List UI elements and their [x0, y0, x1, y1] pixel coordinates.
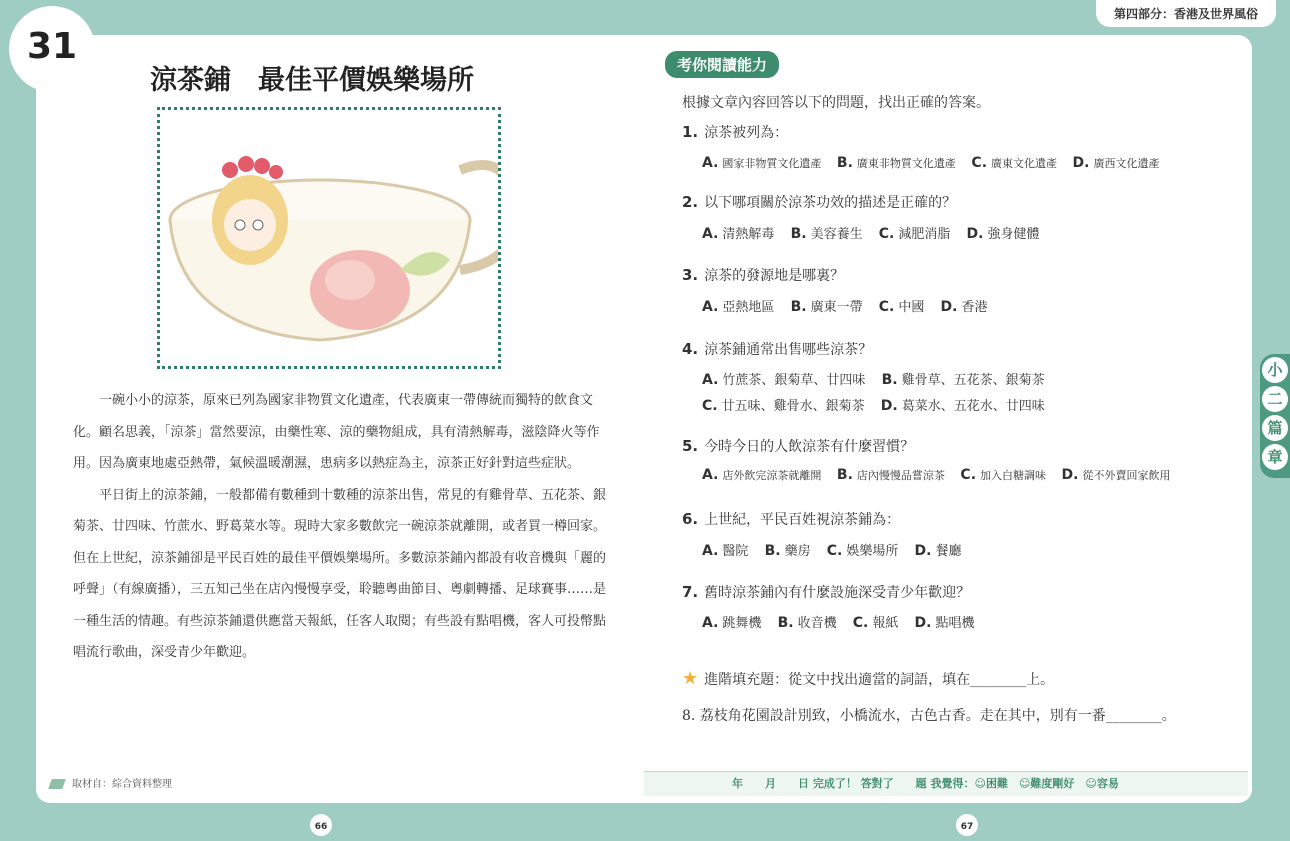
footer-text: 年 月 日 完成了！ 答對了 題 我覺得：☺困難 ☺難度剛好 ☺容易	[732, 777, 1119, 790]
option-a[interactable]: A. 竹蔗茶、銀菊草、廿四味	[702, 372, 866, 388]
option-a[interactable]: A. 店外飲完涼茶就離開	[702, 467, 822, 483]
question-7: 7. 舊時涼茶鋪內有什麼設施深受青少年歡迎？	[682, 583, 971, 601]
option-b[interactable]: B. 店內慢慢品嘗涼茶	[836, 467, 945, 483]
question-5: 5. 今時今日的人飲涼茶有什麼習慣？	[682, 437, 915, 455]
teacup-girl-image	[160, 110, 498, 366]
question-7-options	[702, 612, 986, 631]
option-a[interactable]: A. 亞熱地區	[702, 299, 775, 315]
option-b[interactable]: B. 廣東一帶	[790, 299, 863, 315]
article-body	[73, 385, 613, 669]
option-a[interactable]: A. 醫院	[702, 543, 749, 559]
article-paragraph-2: 平日街上的涼茶鋪，一般都備有數種到十數種的涼茶出售，常見的有雞骨草、五花茶、銀菊茶、廿四味、竹蔗水、野葛菜水等。現時大家多數飲完一碗涼茶就離開，或者買一樽回家。但在上世紀，涼茶鋪卻是平民百姓的最佳平價娛樂場所。多數涼茶鋪內都設有收音機與「麗的呼聲」（有線廣播），三五知己坐在店內慢慢享受，聆聽粵曲節目、粵劇轉播、足球賽事……是一種生活的情趣。有些涼茶鋪還供應當天報紙，任客人取閱；有些設有點唱機，客人可投幣點唱流行歌曲，深受青少年歡迎。	[73, 487, 607, 660]
question-6: 6. 上世紀，平民百姓視涼茶鋪為：	[682, 510, 901, 528]
option-c[interactable]: C. 廣東文化遺產	[971, 155, 1058, 171]
page-number-right: 67	[956, 814, 978, 836]
option-b[interactable]: B. 廣東非物質文化遺產	[836, 155, 956, 171]
question-1-options	[702, 155, 1171, 171]
star-icon: ★	[682, 668, 699, 689]
option-c[interactable]: C. 減肥消脂	[878, 226, 951, 242]
question-4-options-row2	[702, 395, 1057, 414]
option-c[interactable]: C. 加入白糖調味	[960, 467, 1047, 483]
source-text: 取材自：綜合資料整理	[72, 779, 172, 790]
option-c[interactable]: C. 娛樂場所	[826, 543, 899, 559]
advanced-prompt: ★ 進階填充題：從文中找出適當的詞語，填在________上。	[682, 668, 1055, 689]
question-3: 3. 涼茶的發源地是哪裏？	[682, 266, 845, 284]
option-a[interactable]: A. 清熱解毒	[702, 226, 775, 242]
option-c[interactable]: C. 中國	[878, 299, 925, 315]
side-tab-char-3: 篇	[1262, 415, 1288, 441]
quiz-instruction: 根據文章內容回答以下的問題，找出正確的答案。	[682, 95, 990, 111]
question-3-options	[702, 296, 999, 315]
page-number-left: 66	[310, 814, 332, 836]
section-tag: 第四部分：香港及世界風俗	[1096, 0, 1276, 27]
progress-footer	[644, 771, 1248, 796]
question-1: 1. 涼茶被列為：	[682, 123, 789, 141]
option-c[interactable]: C. 廿五味、雞骨水、銀菊茶	[702, 398, 865, 414]
side-tab-char-2: 二	[1262, 386, 1288, 412]
option-b[interactable]: B. 美容養生	[790, 226, 863, 242]
question-8[interactable]: 8. 荔枝角花園設計別致，小橋流水，古色古香。走在其中，別有一番________。	[682, 708, 1176, 724]
tag-icon	[48, 779, 66, 789]
option-b[interactable]: B. 藥房	[764, 543, 811, 559]
question-4: 4. 涼茶鋪通常出售哪些涼茶？	[682, 340, 873, 358]
option-d[interactable]: D. 葛菜水、五花水、廿四味	[880, 398, 1045, 414]
question-5-options	[702, 467, 1182, 483]
option-d[interactable]: D. 廣西文化遺產	[1072, 155, 1160, 171]
side-tab-char-4: 章	[1262, 444, 1288, 470]
side-tab-char-1: 小	[1262, 357, 1288, 383]
option-a[interactable]: A. 跳舞機	[702, 615, 762, 631]
option-c[interactable]: C. 報紙	[852, 615, 899, 631]
article-title: 涼茶鋪 最佳平價娛樂場所	[150, 65, 474, 96]
option-d[interactable]: D. 從不外賣回家飲用	[1061, 467, 1171, 483]
option-b[interactable]: B. 雞骨草、五花茶、銀菊茶	[881, 372, 1045, 388]
question-6-options	[702, 540, 973, 559]
source-note	[50, 775, 172, 790]
option-a[interactable]: A. 國家非物質文化遺產	[702, 155, 822, 171]
option-d[interactable]: D. 強身健體	[966, 226, 1040, 242]
article-paragraph-1: 一碗小小的涼茶，原來已列為國家非物質文化遺產，代表廣東一帶傳統而獨特的飲食文化。顧名思義，「涼茶」當然要涼，由藥性寒、涼的藥物組成，具有清熱解毒，滋陰降火等作用。因為廣東地處亞熱帶，氣候溫暖潮濕，患病多以熱症為主，涼茶正好針對這些症狀。	[73, 393, 600, 471]
question-4-options-row1	[702, 369, 1057, 388]
option-d[interactable]: D. 餐廳	[914, 543, 962, 559]
teacup-illustration	[157, 107, 501, 369]
question-2-options	[702, 223, 1051, 242]
option-d[interactable]: D. 點唱機	[914, 615, 975, 631]
chapter-number: 31	[27, 26, 78, 67]
question-2: 2. 以下哪項關於涼茶功效的描述是正確的？	[682, 193, 957, 211]
side-chapter-tab[interactable]	[1260, 354, 1290, 478]
option-b[interactable]: B. 收音機	[777, 615, 837, 631]
quiz-section-tab: 考你閱讀能力	[665, 51, 779, 78]
option-d[interactable]: D. 香港	[940, 299, 988, 315]
